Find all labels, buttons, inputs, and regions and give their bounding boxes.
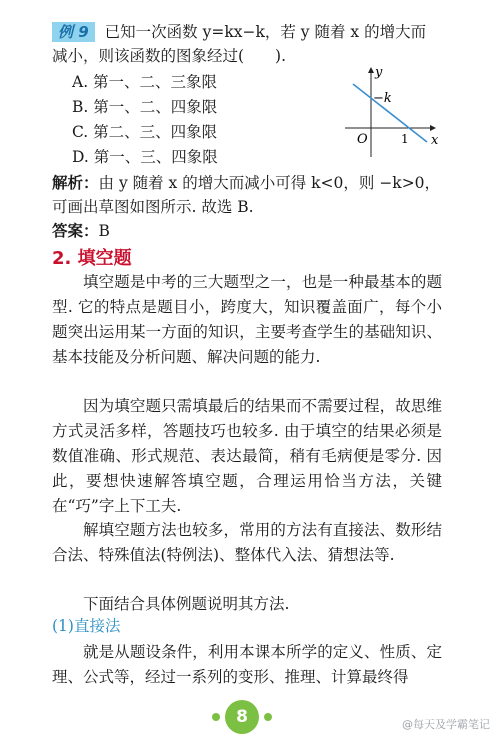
paragraph-1: 填空题是中考的三大题型之一，也是一种最基本的题型. 它的特点是题目小，跨度大，知识覆盖面广，每个小题突出运用某一方面的知识，主要考查学生的基础知识、基本技能及分析问题、解决问题的能力. (52, 273, 442, 366)
paragraph-3: 解填空题方法也较多，常用的方法有直接法、数形结合法、特殊值法(特例法)、整体代入法、猜想法等. (52, 521, 442, 564)
paragraph-4: 下面结合具体例题说明其方法. (83, 595, 290, 613)
paragraph-last: 就是从题设条件，利用本课本所学的定义、性质、定理、公式等，经过一系列的变形、推理、计算最终得 (52, 643, 442, 686)
origin-label: O (357, 132, 368, 147)
example-stem-line2: 减小，则该函数的图象经过( ). (52, 47, 287, 65)
section-title: 2. 填空题 (52, 248, 132, 269)
analysis-line1 (52, 171, 440, 195)
function-graph (335, 62, 445, 162)
x-axis-label: x (431, 133, 439, 148)
intercept-label: −k (373, 91, 392, 106)
page-dot-right (264, 713, 272, 721)
option-d: D. 第一、三、四象限 (72, 148, 218, 166)
option-a: A. 第一、二、三象限 (72, 73, 218, 91)
page-number: 8 (225, 700, 259, 734)
analysis-line2: 可画出草图如图所示. 故选 B. (52, 198, 254, 216)
subsection-title: (1)直接法 (52, 617, 121, 635)
page-dot-left (212, 713, 220, 721)
analysis-text: 由 y 随着 x 的增大而减小可得 k<0，则 −k>0， (98, 174, 441, 192)
tick-label: 1 (401, 132, 409, 146)
paragraph-2: 因为填空题只需填最后的结果而不需要过程，故思维方式灵活多样，答题技巧也较多. 由于填空的结果必须是数值准确、形式规范、表达最简，稍有毛病便是零分. 因此，要想快速解答填空题，合理运用恰当方法，关键在“巧”字上下工夫. (52, 397, 442, 515)
y-axis-label: y (375, 65, 383, 80)
answer-label: 答案： (52, 221, 99, 240)
option-c: C. 第二、三、四象限 (72, 123, 218, 141)
analysis-label: 解析： (52, 173, 99, 192)
watermark: @每天及学霸笔记 (402, 718, 490, 731)
example-badge: 例 9 (52, 22, 95, 42)
answer-value: B (98, 222, 110, 240)
option-b: B. 第一、二、四象限 (72, 98, 218, 116)
example-stem-line1 (52, 20, 426, 44)
answer-line (52, 219, 110, 243)
example-stem-text: 已知一次函数 y=kx−k，若 y 随着 x 的增大而 (104, 23, 427, 41)
